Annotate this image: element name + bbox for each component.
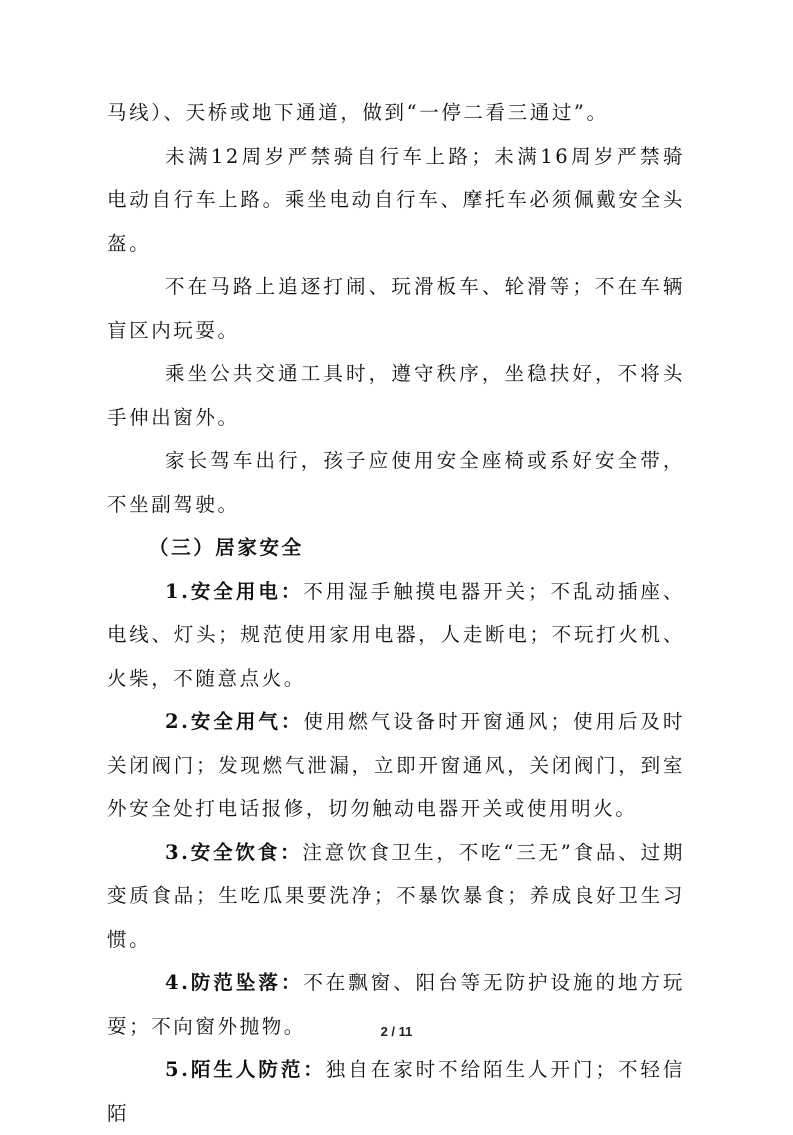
item-text: 独自在家时不给陌生人开门；不轻信陌	[107, 1058, 685, 1125]
item-gas-safety	[107, 700, 685, 831]
paragraph-continuation: 马线）、天桥或地下通道，做到“一停二看三通过”。	[107, 101, 609, 124]
item-electricity-safety	[107, 570, 685, 701]
item-label: 3.安全饮食：	[165, 840, 303, 864]
page-number: 2 / 11	[380, 1024, 413, 1039]
page-body	[107, 91, 685, 1135]
item-text: 使用燃气设备时开窗通风；使用后及时关闭阀门；发现燃气泄漏，立即开窗通风，关闭阀门，到室外安全处打电话报修，切勿触动电器开关或使用明火。	[107, 710, 686, 820]
paragraph-cycling-age-rule: 未满12周岁严禁骑自行车上路；未满16周岁严禁骑电动自行车上路。乘坐电动自行车、摩托车必须佩戴安全头盔。	[107, 144, 685, 255]
item-label: 2.安全用气：	[165, 710, 304, 733]
item-text: 不用湿手触摸电器开关；不乱动插座、电线、灯头；规范使用家用电器，人走断电；不玩打火机、火柴，不随意点火。	[107, 579, 686, 690]
item-food-safety	[107, 831, 685, 962]
paragraph-road-play-rule: 不在马路上追逐打闹、玩滑板车、轮滑等；不在车辆盲区内玩耍。	[107, 275, 685, 342]
paragraph-public-transport-rule: 乘坐公共交通工具时，遵守秩序，坐稳扶好，不将头手伸出窗外。	[107, 362, 685, 429]
item-text: 不在飘窗、阳台等无防护设施的地方玩耍；不向窗外抛物。	[107, 971, 686, 1038]
section-heading-home-safety: （三）居家安全	[149, 536, 304, 559]
paragraph-car-seat-rule: 家长驾车出行，孩子应使用安全座椅或系好安全带，不坐副驾驶。	[107, 449, 685, 516]
item-label: 1.安全用电：	[165, 579, 304, 603]
item-label: 4.防范坠落：	[165, 971, 304, 994]
item-label: 5.陌生人防范：	[165, 1058, 326, 1081]
item-text: 注意饮食卫生，不吃“三无”食品、过期变质食品；生吃瓜果要洗净；不暴饮暴食；养成良好卫生习惯。	[107, 840, 685, 951]
